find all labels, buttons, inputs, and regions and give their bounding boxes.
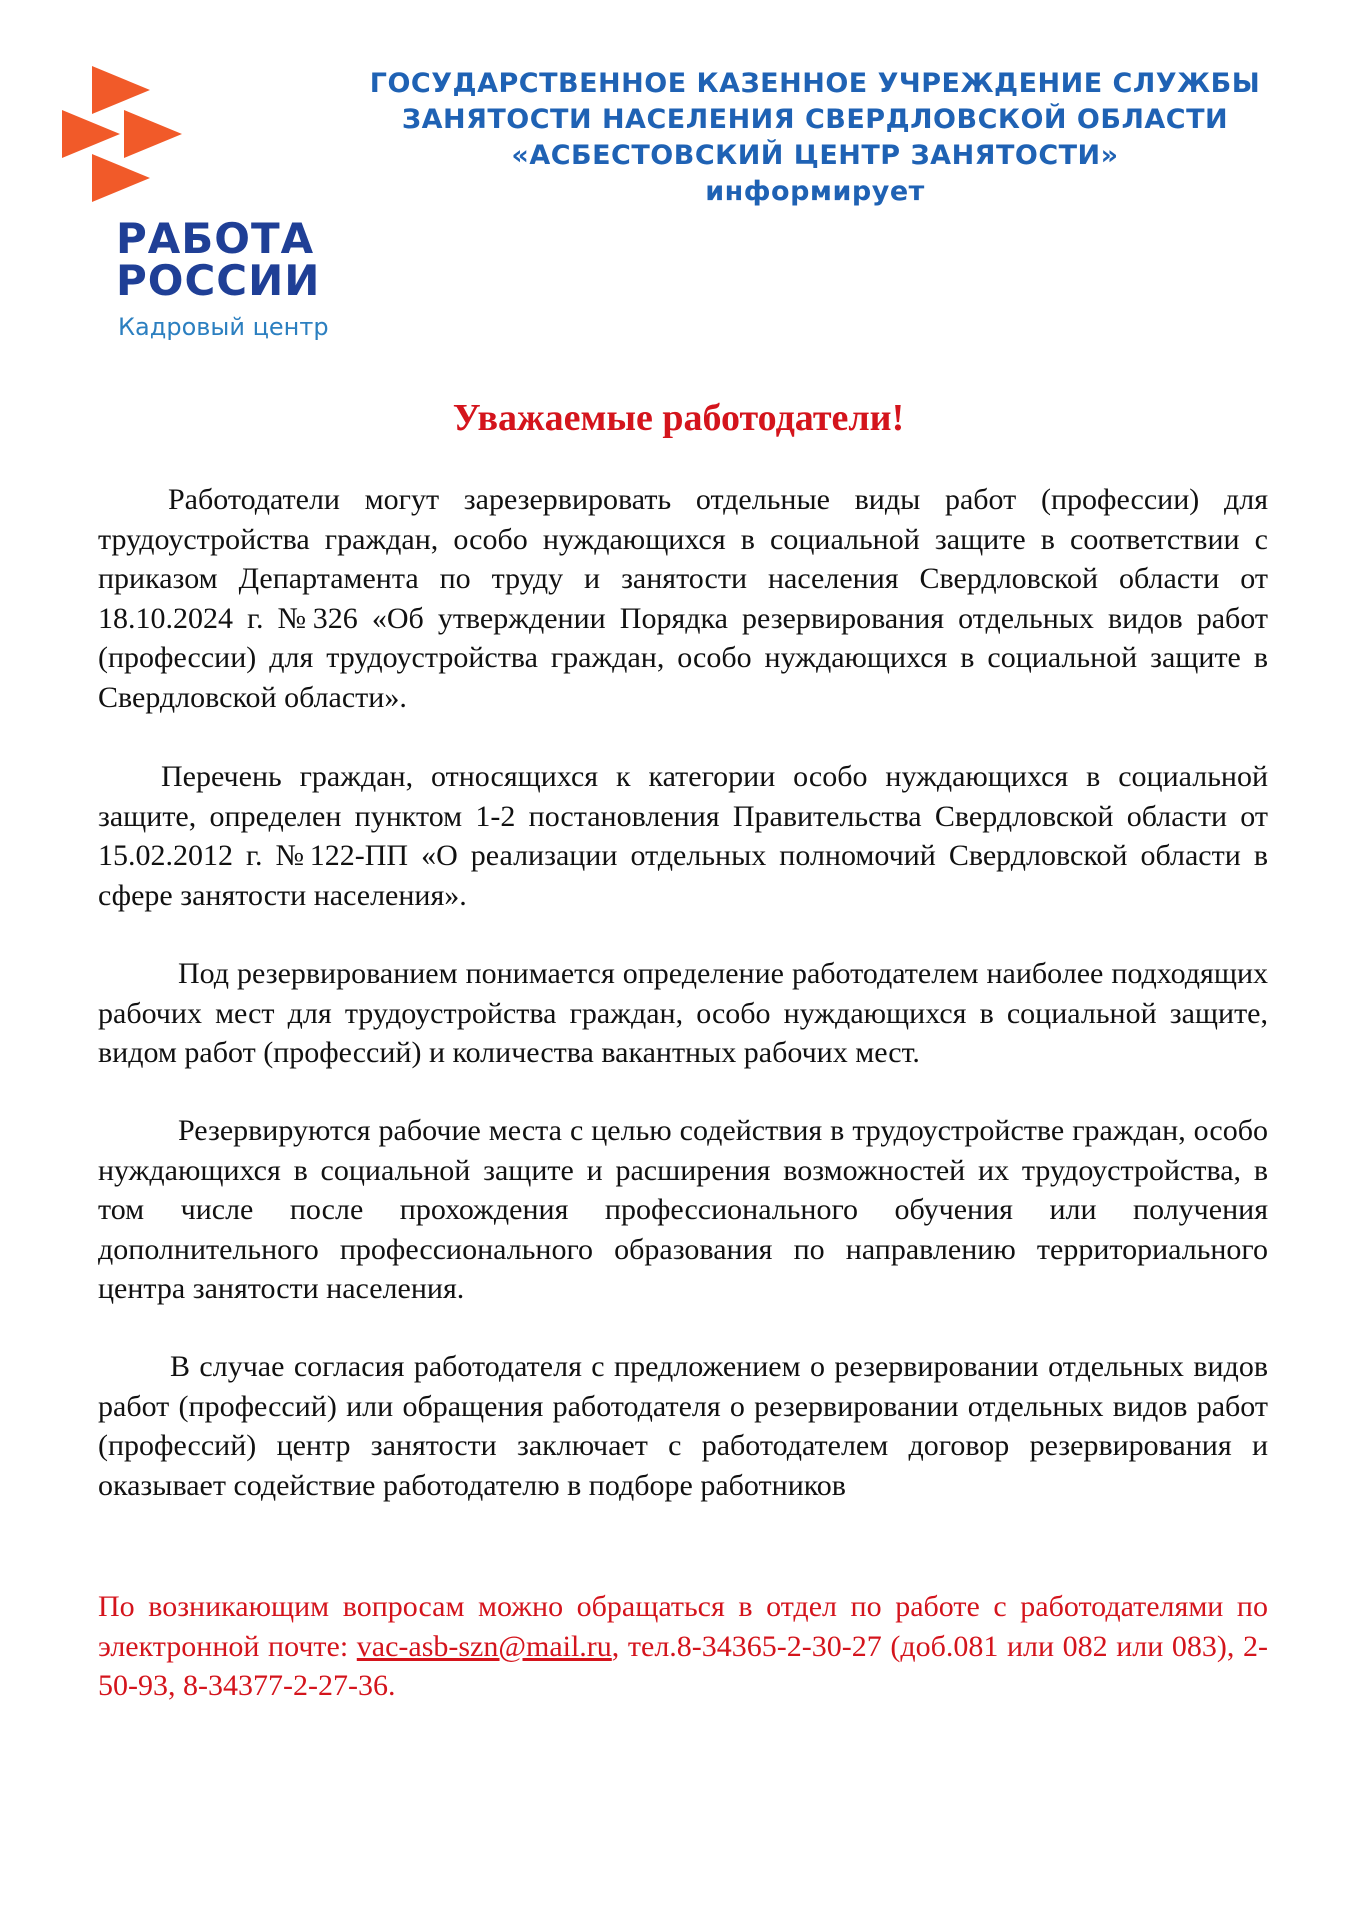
logo-word-rossii: РОССИИ [116,256,321,305]
paragraph-4-text: Резервируются рабочие места с целью содействия в трудоустройстве граждан, особо нуждающихся в социальной защите и расширения возможностей их трудоустройства, в том числе после прохождения профессионального обучения или получения дополнительного профессионального образования по направлению территориального центра занятости населения. [98,1114,1268,1305]
paragraph-5-text: В случае согласия работодателя с предложением о резервировании отдельных видов работ (профессий) или обращения работодателя о резервировании отдельных видов работ (профессий) центр занятости заключает с работодателем договор резервирования и оказывает содействие работодателю в подборе работников [98,1350,1268,1502]
header-line-2: ЗАНЯТОСТИ НАСЕЛЕНИЯ СВЕРДЛОВСКОЙ ОБЛАСТИ [401,104,1229,135]
paragraph-2 [98,757,1268,915]
header-line-3: «АСБЕСТОВСКИЙ ЦЕНТР ЗАНЯТОСТИ» [511,140,1119,171]
header-line-1: ГОСУДАРСТВЕННОЕ КАЗЕННОЕ УЧРЕЖДЕНИЕ СЛУЖБЫ [369,68,1261,99]
paragraph-3 [98,954,1268,1073]
paragraph-5 [98,1347,1268,1505]
organization-header [300,66,1330,210]
logo-arrows-icon [62,66,202,216]
contact-info [98,1587,1268,1706]
paragraph-2-text: Перечень граждан, относящихся к категории особо нуждающихся в социальной защите, определен пунктом 1-2 постановления Правительства Свердловской области от 15.02.2012 г. №122-ПП «О реализации отдельных полномочий Свердловской области в сфере занятости населения». [98,760,1268,912]
header-line-4: информирует [705,176,925,207]
page-title: Уважаемые работодатели! [452,397,905,439]
logo-subtitle: Кадровый центр [118,313,329,341]
paragraph-4 [98,1111,1268,1309]
paragraph-3-text: Под резервированием понимается определение работодателем наиболее подходящих рабочих мест для трудоустройства граждан, особо нуждающихся в социальной защите, видом работ (профессий) и количества вакантных рабочих мест. [98,957,1268,1069]
contact-phones: , тел.8-34365-2-30-27 (доб.081 или 082 или 083), 2-50-93, 8-34377-2-27-36. [98,1629,1268,1702]
logo-word-rabota: РАБОТА [116,214,315,263]
contact-email-link[interactable]: vac-asb-szn@mail.ru [356,1629,612,1663]
paragraph-1 [98,480,1268,717]
contact-prefix: По возникающим вопросам можно обращаться в отдел по работе с работодателями по электронной почте: [98,1590,1268,1663]
paragraph-1-text: Работодатели могут зарезервировать отдельные виды работ (профессии) для трудоустройства граждан, особо нуждающихся в социальной защите в соответствии с приказом Департамента по труду и занятости населения Свердловской области от 18.10.2024 г. №326 «Об утверждении Порядка резервирования отдельных видов работ (профессии) для трудоустройства граждан, особо нуждающихся в социальной защите в Свердловской области». [98,483,1268,714]
